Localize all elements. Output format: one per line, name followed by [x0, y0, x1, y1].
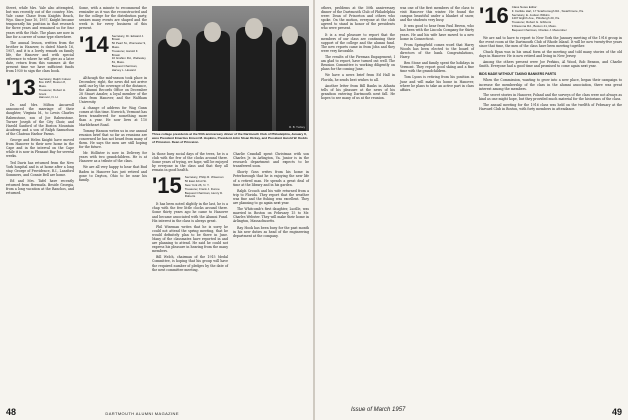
officer-line: Box 1957, Boston 8, Mass.	[38, 80, 66, 89]
paragraph: Ben Stone and family spent the holidays in Vermont. They report good skiing and a fine time with the grandchildren.	[400, 61, 474, 74]
officer-line: F. Carlisle Hart, 17 Scarborough Rd., Swarthmore, Pa.	[511, 8, 584, 13]
page-number: 48	[6, 407, 17, 417]
photo-figure	[196, 31, 230, 131]
officer-line: 1407 Eighth Ave., Pittsburgh 20, Pa.	[511, 16, 560, 21]
paragraph: The annual lesson, written from the brother in Hanover, is dated March 16, 1957, and it is a lovely remark on family life, the Hanover and with special reference to where he will give as a later date, return from this summer. At the present time we have sufficient funds from 1930 to sign the class book.	[6, 40, 74, 74]
paragraph: The results of the Fireman Engagement, I am glad to report, have turned out well. The Reunion Committee is working diligently on plans for the coming June.	[321, 55, 395, 72]
paragraph: The Whitcomb's first daughter, Lucille, was married in Boston on February 15 to Mr. Charles Webster. They will make their home in Arlington, Massachusetts.	[233, 207, 309, 224]
class-heading-1913	[6, 74, 74, 101]
paragraph: Bill Welch, chairman of the 1915 Medal Committee, is hoping that his group will have the required number of pledges by the date of the next committee meeting.	[152, 255, 228, 272]
class-officers	[512, 6, 584, 33]
left-column-1	[6, 6, 74, 197]
paragraph: It has been noted slightly in the last, he is a chap with the few little clocks around there. Some thirty years ago he came to Hanover and became associated with the Alumni Fund. His interest in the class is always great.	[152, 202, 228, 223]
officer-line: Treasurer, Robert G. Gibbons	[511, 20, 552, 25]
paragraph: Phil Wiseman writes that he is sorry he could not attend the spring meeting, that he would definitely plan to be there in June. Many of the classmates have reported in and are planning to attend. He said he could not express his pleasure in hearing from the many members.	[152, 224, 228, 254]
paragraph: Dr. and Mrs. Milton Ancarroll announced the marriage of their daughter, Virginia M., to Lewis Charles Rabenstone, son of Joe Rabenstone. Turner Joseph of the City Choir, and Harold Sanford of the Boston Mountain Academy and a son of Ralph Samuelson of the Chateau Harbor Farms.	[6, 103, 74, 136]
photo-three-presidents	[152, 6, 309, 131]
class-year: '13	[6, 74, 36, 100]
class-officers	[185, 176, 228, 199]
right-column-2	[400, 6, 474, 94]
photo-credit: R. B. Tuckey	[289, 125, 305, 129]
officer-line: Class Notes Editor:	[511, 5, 538, 9]
issue-date: Issue of March 1957	[351, 407, 406, 413]
officer-line: 50 Pearl St., Worcester 9, Mass.	[111, 41, 146, 49]
paragraph: George and Helen Knight have moved from Hanover to their new home in the Cape and in the interval on the Cape while it is now in Pleasant Bay for several weeks.	[6, 138, 74, 159]
magazine-name: DARTMOUTH ALUMNI MAGAZINE	[105, 411, 179, 416]
paragraph: Among the others present were Joe Perkins, Al Wood, Rob Benson, and Charlie Smith. Everyone had a good time and promised to come again next year.	[479, 60, 622, 69]
paragraph: was one of the first members of the class to visit Hanover this winter. He found the campus beautiful under a blanket of snow, and the students very busy.	[400, 6, 474, 23]
paragraph: When the Commission, wanting to grow into a new place, began their campaign to increase the membership of the class in the alumni association, there was great interest among the members.	[479, 78, 622, 91]
paragraph: Ed and Mrs. Tafel have recently returned from Bermuda. Beside Georgia, from a long vacation at the Ranchos, and returned.	[6, 178, 74, 196]
officer-line: Hanover, N. H.	[38, 95, 59, 100]
photo-face	[204, 22, 221, 42]
paragraph: Another letter from Bill Banks in Atlanta tells of his pleasure at the news of his grandson entering Dartmouth next fall. He hopes to see many of us at the reunion.	[321, 83, 395, 100]
paragraph: Shorty Goss writes from his home in Peterborough that he is enjoying the new life of a retired man. He spends a great deal of time at the library and in his garden.	[233, 170, 309, 187]
right-page	[315, 0, 628, 420]
officer-line: Secretary, Philip R. Wiseman	[184, 175, 224, 180]
paragraph: others, problems at the 50th anniversary dinner of the Dartmouth Club of Philadelphia were: Dean of Princeton and others who spoke. On the motion, everyone at the club agreed to stand in honor of the presidents who were present.	[321, 6, 395, 31]
paragraph: It was good to hear from Paul Brown, who has been with the Lincoln Company for thirty years. He and his wife have moved to a new home in Connecticut.	[400, 24, 474, 41]
class-heading-1915	[152, 173, 228, 199]
class-officers	[39, 78, 74, 101]
paragraph: Some, with a minute to recommend the reminder as it was the reconstructed and for the college for the distribution party, seniors many events are shaped and the week is for every business of this present.	[79, 6, 147, 31]
officer-line: 50 East 42nd St.	[184, 179, 207, 184]
paragraph: A change of address for Wag Gunn comes at this time. Norwich, Vermont has been transferred for something more than a year. He now lives at 110 Marbleheart Road.	[79, 106, 147, 127]
paragraph: Chuck Ryan was in his usual form at the meeting and told many stories of the old days in Hanover. He is now retired and living in New Jersey.	[479, 49, 622, 58]
left-page	[0, 0, 313, 420]
paragraph: In those busy social days of the trees, he is a club with the few of the clocks around there. Some years of trying, we hope, will be enjoyed by everyone in the class and that they all remain in good health.	[152, 152, 228, 173]
paragraph: Street, while Mrs. Yale also attempted, but was recently out of the country. Mrs. Yale came Chase from Knights Beach, Wyo. Since June 10, 1957, Knight became temporarily his position in that research for three years and remained so for four years with the Hale. The plans are now in line for a career of some type elsewhere.	[6, 6, 74, 39]
officer-line: New York 26, N. Y.	[184, 183, 210, 188]
paragraph: We have a news brief from Ed Hall in Florida, he sends best wishes to all.	[321, 73, 395, 82]
officer-line: Treasurer, Robert H. Grant	[38, 87, 66, 96]
photo-figure	[276, 36, 306, 131]
class-year: '14	[79, 31, 109, 57]
officer-line: Treasurer, Harold F. Brown	[111, 48, 139, 57]
officer-line: Treasurer, Frank J. Dunne	[184, 186, 220, 191]
class-officers	[112, 35, 147, 73]
photo-caption: Three college presidents at the 50th anniversary dinner of the Dartmouth Club of Philadelphia, January 8, were President Emeritus Ernest M. Hopkins, President John Sloan Dickey, and President Harold W. Dodds of Princeton. Dean of Princeton.	[152, 132, 308, 144]
paragraph: The secret stories in Hanover, Poland and the surveys of the class were not always as kind as one might hope, but they provided much material for the historians of the class.	[479, 92, 622, 101]
paragraph: Mr. Hollister is now in Delivery for years with two grandchildren. He is at Hanover as a tribute of the class.	[79, 151, 147, 164]
paragraph: It is a real pleasure to report that the members of our class are continuing their support of the college and the alumni fund. The new reports came in from John and they were very favorable.	[321, 32, 395, 53]
class-heading-1914	[79, 31, 147, 73]
officer-line: Secretary, E. Judson Wilkins	[511, 12, 550, 17]
left-column-3	[152, 152, 228, 274]
photo-face	[282, 26, 298, 45]
paragraph: Ray Hook has been busy for the past month in his new duties as head of the engineering department at the company.	[233, 225, 309, 238]
paragraph: Tommy Hanson writes us in our annual reunion brief that so far as reunions are concerned he has not heard from many of them. He says the men are still hoping for the future.	[79, 128, 147, 150]
paragraph: The annual meeting for the 1916 class was held on the twelfth of February at the Harvard Club in Boston, with forty members in attendance.	[479, 102, 622, 111]
class-heading-1916	[479, 3, 622, 33]
officer-line: 9 Ravenna Rd., Boston 41, Mass.	[511, 23, 557, 28]
photo-figure	[236, 27, 272, 131]
paragraph: We are all very happy to hear that Bud Baden in Hanover has just retired and gone to Dayton, Ohio to be near his family.	[79, 165, 147, 182]
photo-face	[245, 18, 263, 39]
right-column-3	[479, 3, 622, 113]
paragraph: We are sad to have to report to New York the January meeting of the 1916 group in the event room at the Dartmouth Club of Rhode Island. It will be now twenty-five years since that time, the men of the class have been meeting together.	[479, 35, 622, 48]
paragraph: Tom Lyons is retiring from his position in June and will make his home in Hanover, where he plans to take an active part in class affairs.	[400, 75, 474, 92]
officer-line: 10 Grafton Rd., Wellesley 81, Mass.	[111, 56, 146, 65]
section-headline: BIDS MADE WITHOUT TAKING BANKERS PARTS	[479, 72, 557, 77]
class-year: '16	[479, 3, 509, 28]
folio-right	[321, 407, 622, 417]
paragraph: Charlie Crandall spent Christmas with son Charles Jr. in Arlington, Va. Junior is in the research department and expects to be transferred soon.	[233, 152, 309, 169]
officer-line: Bequest Chairman, Charles J. Macomber	[511, 27, 567, 32]
right-column-1	[321, 6, 395, 102]
folio-left	[6, 407, 179, 417]
left-column-2	[79, 6, 147, 184]
photo-figure	[158, 39, 190, 131]
officer-line: Secretary, Dr. Edward J. Brown	[111, 33, 144, 42]
officer-line: Bequest Chairman, Harvey L. Howard	[111, 63, 138, 72]
officer-line: Secretary, Ralph Colson	[38, 76, 71, 81]
officer-line: Bequest Chairman, Henry D. Roberts	[184, 190, 224, 199]
left-column-4	[233, 152, 309, 240]
photo-face	[166, 28, 182, 47]
paragraph: Ted Davis has returned from the New York hospital and is at home after a long stay. George of Providence, R.I., Lansford Sommers, and Connie Bell are home.	[6, 160, 74, 177]
paragraph: From Springfield comes word that Harry Woods has been elected to the board of directors of the bank. Congratulations, Harry.	[400, 42, 474, 60]
paragraph: Although the mid-season took place in December, right, the news did not arrive until our by the coverage of the distance, the Alumni Records Office on December 28 Stuart Amsler, a loyal member of the class from Hanover, and the Waltham University.	[79, 75, 147, 105]
paragraph: Ralph Crouch and his wife returned from a trip to Florida. They report that the weather was fine and the fishing was excellent. They are planning to go again next year.	[233, 188, 309, 206]
page-number: 49	[611, 407, 622, 417]
class-year: '15	[152, 173, 182, 199]
